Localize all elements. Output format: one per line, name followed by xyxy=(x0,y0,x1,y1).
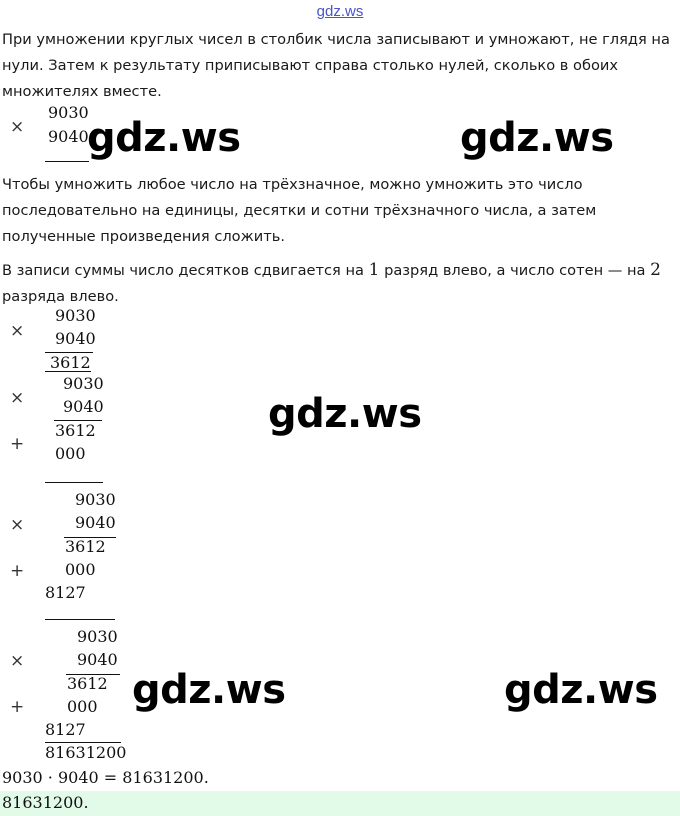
plus-sign: + xyxy=(10,434,25,454)
site-link[interactable]: gdz.ws xyxy=(316,3,364,20)
explain-paragraph-1: Чтобы умножить любое число на трёхзначное, можно умножить это число последовательно на единицы, десятки и сотни трёхзначного числа, а затем полученные произведения сложить. xyxy=(2,176,597,245)
partial-rule xyxy=(45,371,91,372)
times-sign: × xyxy=(10,515,25,535)
factor-b: 9040 xyxy=(48,127,89,146)
explain-text: В записи суммы число десятков сдвигается на xyxy=(2,262,369,279)
factor-b: 9040 xyxy=(75,513,116,532)
partial-product: 3612 xyxy=(50,353,91,372)
times-sign: × xyxy=(10,117,25,137)
sum-rule xyxy=(45,482,103,483)
answer: 81631200. xyxy=(2,793,89,812)
watermark: gdz.ws xyxy=(132,667,286,713)
partial-product: 3612 xyxy=(65,537,106,556)
explain-text: разряд влево, а число сотен — на xyxy=(379,262,651,279)
factor-a: 9030 xyxy=(77,627,118,646)
shift-hundreds: 2 xyxy=(650,260,661,280)
factor-a: 9030 xyxy=(48,103,89,122)
shift-tens: 1 xyxy=(368,260,380,280)
watermark: gdz.ws xyxy=(460,115,614,161)
times-sign: × xyxy=(10,651,25,671)
factor-b: 9040 xyxy=(63,397,104,416)
plus-sign: + xyxy=(10,561,25,581)
explain-paragraph-2 xyxy=(2,257,678,310)
times-sign: × xyxy=(10,321,25,341)
factor-a: 9030 xyxy=(55,306,96,325)
partial-product: 000 xyxy=(65,560,96,579)
watermark: gdz.ws xyxy=(504,667,658,713)
partial-product: 3612 xyxy=(67,674,108,693)
answer-highlight xyxy=(0,791,680,816)
plus-sign: + xyxy=(10,697,25,717)
product-rule xyxy=(45,161,89,162)
partial-product: 000 xyxy=(67,697,98,716)
explain-text: разряда влево. xyxy=(2,288,119,305)
watermark: gdz.ws xyxy=(87,115,241,161)
partial-product: 8127 xyxy=(45,583,86,602)
partial-product: 3612 xyxy=(55,421,96,440)
final-product: 81631200 xyxy=(45,743,127,762)
intro-paragraph: При умножении круглых чисел в столбик числа записывают и умножают, не глядя на нули. Затем к результату приписывают справа столько нулей, сколько в обоих множителях вместе. xyxy=(2,31,670,100)
sum-rule xyxy=(45,619,115,620)
factor-b: 9040 xyxy=(55,329,96,348)
partial-product: 000 xyxy=(55,444,86,463)
factor-a: 9030 xyxy=(63,374,104,393)
factor-b: 9040 xyxy=(77,650,118,669)
partial-product: 8127 xyxy=(45,720,86,739)
factor-a: 9030 xyxy=(75,490,116,509)
equation: 9030 · 9040 = 81631200. xyxy=(2,768,209,787)
times-sign: × xyxy=(10,388,25,408)
watermark: gdz.ws xyxy=(268,391,422,437)
